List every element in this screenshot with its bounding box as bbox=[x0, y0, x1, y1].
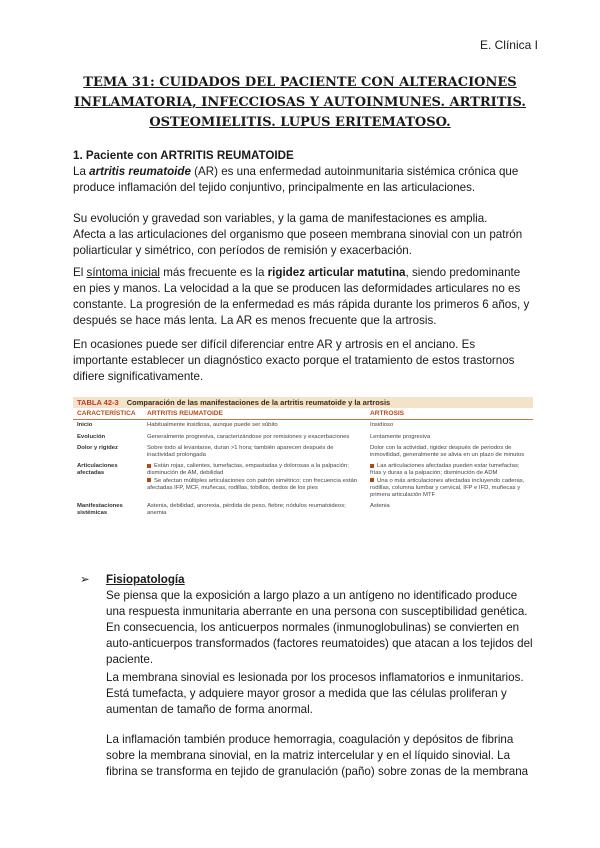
fisio-block-1 bbox=[106, 588, 536, 668]
table-number: TABLA 42-3 bbox=[77, 398, 119, 407]
table-caption bbox=[73, 397, 533, 408]
table-header: ARTRITIS REUMATOIDE bbox=[143, 408, 366, 420]
cell-ar: Astenia, debilidad, anorexia, pérdida de peso, fiebre; nódulos reumatoideos; anemia bbox=[147, 503, 346, 517]
bullet-square-icon bbox=[147, 478, 151, 482]
table-row bbox=[73, 432, 533, 443]
cell-ar: Sobre todo al levantarse, duran >1 hora; también aparecen después de inactividad prolongada bbox=[147, 444, 334, 459]
paragraph-affects: Afecta a las articulaciones del organismo que poseen membrana sinovial con un patrón poliarticular y simétrico, con períodos de remisión y exacerbación. bbox=[73, 228, 523, 257]
fisio-paragraph: La inflamación también produce hemorragia, coagulación y depósitos de fibrina sobre la membrana sinovial, en la matriz intercelular y en el líquido sinovial. La fibrina se transforma en tejido de granulación (paño) sobre zonas de la membrana bbox=[106, 733, 529, 778]
title-line-2: INFLAMATORIA, INFECCIOSAS Y AUTOINMUNES. ARTRITIS. bbox=[74, 95, 526, 110]
table-row bbox=[73, 443, 533, 461]
course-label: E. Clínica I bbox=[479, 38, 538, 52]
cell-oa: Insidioso bbox=[370, 422, 394, 429]
page-title bbox=[60, 73, 540, 133]
table-row bbox=[73, 501, 533, 519]
underlined-symptom: síntoma inicial bbox=[86, 266, 160, 279]
table-row bbox=[73, 461, 533, 501]
row-label: Articulaciones afectadas bbox=[77, 463, 118, 477]
table-caption-text: Comparación de las manifestaciones de la artritis reumatoide y la artrosis bbox=[126, 398, 391, 407]
fisio-paragraph: En consecuencia, los anticuerpos normales (inmunoglobulinas) se convierten en auto-anticuerpos transformados (factores reumatoides) que atacan a los tejidos del paciente. bbox=[106, 621, 533, 666]
bullet-square-icon bbox=[370, 478, 374, 482]
fisio-block-3 bbox=[106, 732, 536, 780]
row-label: Dolor y rigidez bbox=[77, 444, 118, 451]
fisio-paragraph: La membrana sinovial es lesionada por los procesos inflamatorios e inmunitarios. bbox=[106, 671, 524, 684]
fisio-paragraph: Se piensa que la exposición a largo plazo a un antígeno no identificado produce una respuesta inmunitaria aberrante en una persona con susceptibilidad genética. bbox=[106, 589, 528, 618]
arrow-bullet-icon: ➢ bbox=[80, 573, 90, 586]
bullet-square-icon bbox=[370, 464, 374, 468]
section-1-diagnosis bbox=[73, 337, 533, 385]
section-1-evolution bbox=[73, 211, 533, 259]
row-label: Evolución bbox=[77, 433, 106, 440]
paragraph-evolution: Su evolución y gravedad son variables, y la gama de manifestaciones es amplia. bbox=[73, 212, 488, 225]
cell-ar: Están rojas, calientes, tumefactas, empastadas y dolorosas a la palpación; disminución de AM, debilidad Se afectan múltiples articulaciones con patrón simétrico; con frecuencia están afectadas IFP, MCF, muñecas, rodillas, tobillos, dedos de los pies bbox=[147, 463, 358, 491]
cell-ar: Habitualmente insidiosa, aunque puede ser súbito bbox=[147, 422, 278, 429]
paragraph-diagnosis: En ocasiones puede ser difícil diferenciar entre AR y artrosis en el anciano. Es importante establecer un diagnóstico exacto porque el tratamiento de estos trastornos difiere significativamente. bbox=[73, 338, 515, 383]
row-label: Inicio bbox=[77, 422, 93, 429]
cell-oa: Astenia bbox=[370, 503, 390, 510]
section-heading: 1. Paciente con ARTRITIS REUMATOIDE bbox=[73, 149, 294, 162]
paragraph-definition: La artritis reumatoide (AR) es una enfermedad autoinmunitaria sistémica crónica que produce inflamación del tejido conjuntivo, principalmente en las articulaciones. bbox=[73, 165, 519, 194]
fisio-block-2 bbox=[106, 670, 536, 718]
table-row bbox=[73, 420, 533, 432]
bold-rigidez: rigidez articular matutina bbox=[267, 266, 406, 279]
cell-oa: Dolor con la actividad, rigidez después de periodos de inmovilidad, generalmente se alivia en un plazo de minutos bbox=[370, 444, 525, 459]
row-label: Manifestaciones sistémicas bbox=[77, 503, 123, 517]
section-1 bbox=[73, 148, 533, 196]
title-line-1: TEMA 31: CUIDADOS DEL PACIENTE CON ALTERACIONES bbox=[83, 75, 517, 90]
table-header: ARTROSIS bbox=[366, 408, 533, 420]
section-1-symptom bbox=[73, 265, 533, 329]
term-artritis-reumatoide: artritis reumatoide bbox=[89, 165, 191, 178]
title-line-3: OSTEOMIELITIS. LUPUS ERITEMATOSO. bbox=[149, 115, 451, 130]
fisiopatologia-heading: Fisiopatología bbox=[106, 573, 185, 586]
comparison-table bbox=[73, 397, 533, 520]
cell-ar: Generalmente progresiva, caracterizándose por remisiones y exacerbaciones bbox=[147, 433, 350, 440]
bullet-square-icon bbox=[147, 464, 151, 468]
paragraph-symptom: El síntoma inicial más frecuente es la rigidez articular matutina, siendo predominante en pies y manos. La velocidad a la que se producen las deformidades articulares no es constante. La progresión de la enfermedad es más rápida durante los primeros 6 años, y después se hace más lenta. La AR es menos frecuente que la artrosis. bbox=[73, 266, 530, 327]
cell-oa: Lentamente progresiva bbox=[370, 433, 431, 440]
table-header: CARACTERÍSTICA bbox=[73, 408, 143, 420]
cell-oa: Las articulaciones afectadas pueden estar tumefactas; frías y duras a la palpación; disminución de ADM Una o más articulaciones afectadas incluyendo caderas, rodillas, columna lumbar y cervical, IFP e IFD, muñecas y primera articulación MTF bbox=[370, 463, 525, 499]
fisio-paragraph: Está tumefacta, y adquiere mayor grosor a medida que las células proliferan y aumentan de tamaño de forma anormal. bbox=[106, 687, 507, 716]
